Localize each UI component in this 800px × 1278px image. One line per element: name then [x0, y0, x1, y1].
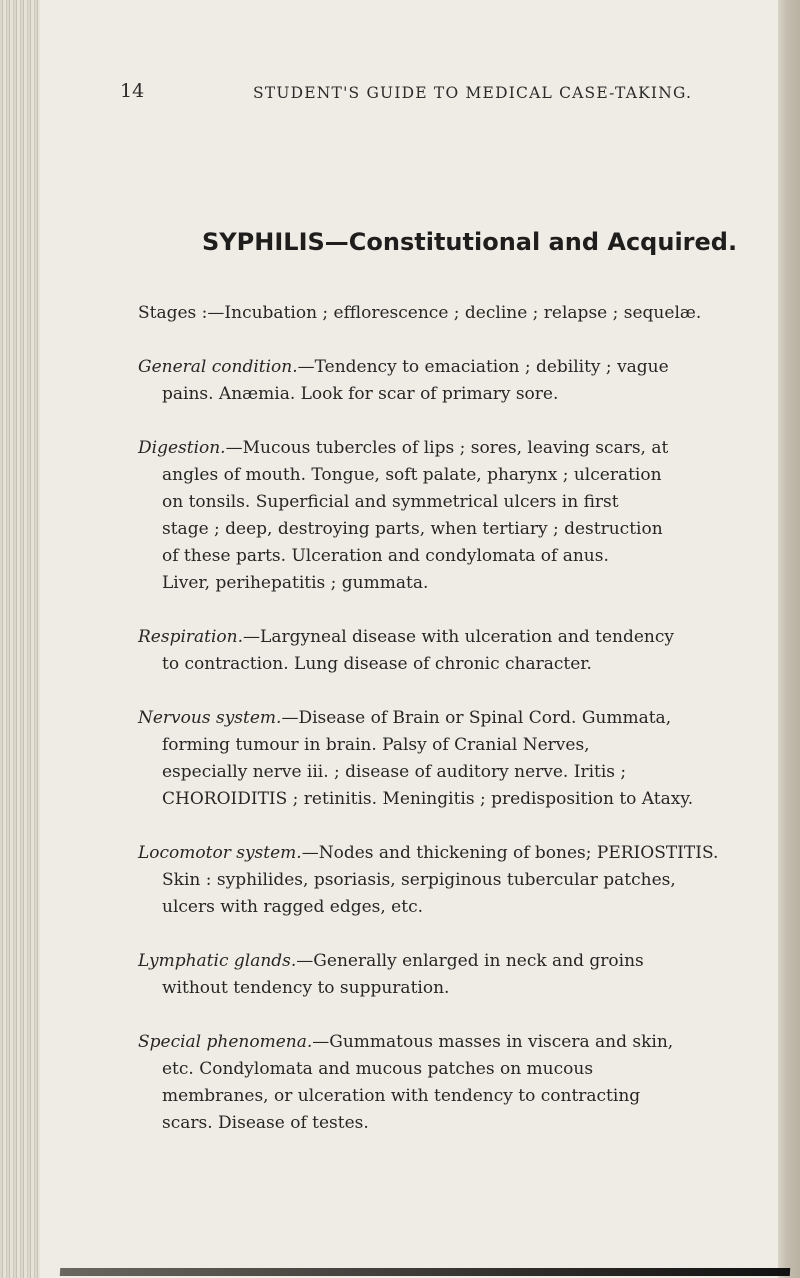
paragraph-lead: Locomotor system. [138, 843, 302, 863]
running-head: STUDENT'S GUIDE TO MEDICAL CASE-TAKING. [253, 84, 693, 102]
paragraph-nervous-system [138, 705, 768, 813]
paragraph-locomotor-system [138, 840, 768, 921]
text-fragment: —Nodes and thickening of bones; PERIOSTITIS. [301, 843, 719, 863]
section-title: SYPHILIS—Constitutional and Acquired. [202, 228, 738, 256]
text-line: on tonsils. Superficial and symmetrical ulcers in first [162, 492, 619, 512]
text-line: forming tumour in brain. Palsy of Cranial Nerves, [162, 735, 590, 755]
text-line: etc. Condylomata and mucous patches on mucous [162, 1059, 594, 1079]
paragraph-stages [138, 300, 768, 327]
paragraph-lead: General condition. [138, 357, 298, 377]
text-line [138, 840, 768, 867]
page-bottom-edge [60, 1268, 790, 1276]
paragraph-lead: Respiration. [138, 627, 244, 647]
text-line: pains. Anæmia. Look for scar of primary sore. [162, 384, 559, 404]
paragraph-lymphatic-glands [138, 948, 768, 1002]
text-fragment: —Largyneal disease with ulceration and tendency [243, 627, 674, 647]
text-line: stage ; deep, destroying parts, when tertiary ; destruction [162, 519, 663, 539]
text-fragment: —Gummatous masses in viscera and skin, [312, 1032, 674, 1052]
text-line: to contraction. Lung disease of chronic character. [162, 654, 592, 674]
text-line: CHOROIDITIS ; retinitis. Meningitis ; predisposition to Ataxy. [162, 789, 694, 809]
text-line: membranes, or ulceration with tendency to contracting [162, 1086, 641, 1106]
text-line: Liver, perihepatitis ; gummata. [162, 573, 429, 593]
text-line [138, 435, 768, 462]
text-line: Stages :—Incubation ; efflorescence ; decline ; relapse ; sequelæ. [138, 303, 702, 323]
text-fragment: —Mucous tubercles of lips ; sores, leaving scars, at [225, 438, 669, 458]
body-text [138, 300, 768, 1164]
text-line: scars. Disease of testes. [162, 1113, 369, 1133]
text-line: angles of mouth. Tongue, soft palate, pharynx ; ulceration [162, 465, 662, 485]
text-line [138, 354, 768, 381]
paragraph-respiration [138, 624, 768, 678]
text-line: especially nerve iii. ; disease of auditory nerve. Iritis ; [162, 762, 627, 782]
text-line [138, 624, 768, 651]
text-fragment: —Disease of Brain or Spinal Cord. Gummata, [281, 708, 672, 728]
page-fore-edge [778, 0, 800, 1278]
paragraph-general-condition [138, 354, 768, 408]
text-line: of these parts. Ulceration and condylomata of anus. [162, 546, 609, 566]
paragraph-lead: Lymphatic glands. [138, 951, 297, 971]
text-line: without tendency to suppuration. [162, 978, 450, 998]
text-line [138, 948, 768, 975]
paragraph-lead: Nervous system. [138, 708, 282, 728]
paragraph-digestion [138, 435, 768, 597]
paragraph-special-phenomena [138, 1029, 768, 1137]
page-number: 14 [120, 80, 145, 102]
text-line [138, 1029, 768, 1056]
text-fragment: —Generally enlarged in neck and groins [296, 951, 644, 971]
page-binding-edge [0, 0, 40, 1278]
paragraph-lead: Special phenomena. [138, 1032, 313, 1052]
text-line: ulcers with ragged edges, etc. [162, 897, 424, 917]
paragraph-lead: Digestion. [138, 438, 226, 458]
text-line [138, 705, 768, 732]
text-line: Skin : syphilides, psoriasis, serpiginous tubercular patches, [162, 870, 676, 890]
text-fragment: —Tendency to emaciation ; debility ; vague [297, 357, 669, 377]
